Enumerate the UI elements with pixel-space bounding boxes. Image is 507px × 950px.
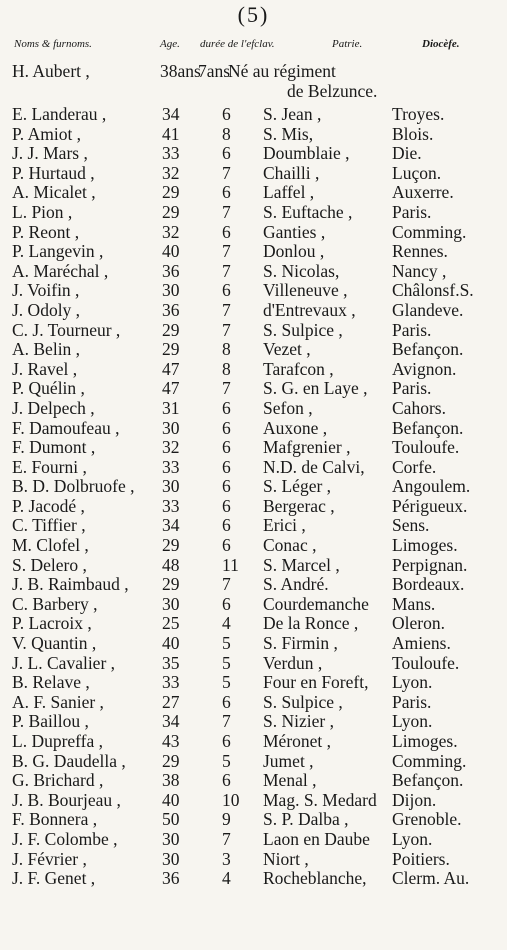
entry-age: 31	[162, 397, 180, 418]
entry-patrie: S. Euftache ,	[263, 201, 353, 222]
entry-age: 34	[162, 515, 180, 536]
entry-diocese: Die.	[392, 143, 422, 164]
entry-duration: 10	[222, 789, 240, 810]
entry-name: L. Dupreffa ,	[12, 731, 104, 751]
entry-patrie: N.D. de Calvi,	[263, 456, 365, 477]
entry-name: C. Barbery ,	[12, 593, 98, 614]
list-item	[0, 438, 507, 458]
entry-age: 33	[162, 456, 180, 477]
entry-duration: 7	[222, 574, 231, 595]
entry-diocese: Rennes.	[392, 241, 448, 262]
entry-diocese: Périgueux.	[392, 495, 468, 516]
entry-patrie: S. Firmin ,	[263, 633, 338, 654]
entry-patrie: Bergerac ,	[263, 495, 335, 516]
entry-diocese: Paris.	[392, 691, 432, 712]
entry-age: 30	[162, 828, 180, 849]
list-item	[0, 340, 507, 360]
entry-patrie: Tarafcon ,	[263, 358, 334, 379]
entry-diocese: Lyon.	[392, 711, 433, 732]
entry-patrie: Donlou ,	[263, 241, 325, 262]
list-item	[0, 458, 507, 478]
list-item	[0, 791, 507, 811]
entry-patrie: Laon en Daube	[263, 828, 370, 849]
captives-list	[0, 62, 507, 889]
entry-diocese: Befançon.	[392, 417, 464, 438]
entry-patrie: S. Sulpice ,	[263, 691, 343, 712]
entry-diocese: Bordeaux.	[392, 574, 465, 595]
entry-age: 34	[162, 711, 180, 732]
entry-patrie: Erici ,	[263, 515, 306, 536]
entry-patrie: Auxone ,	[263, 417, 328, 438]
entry-patrie: S. P. Dalba ,	[263, 809, 349, 830]
entry-duration: 7	[222, 378, 231, 399]
entry-diocese: Paris.	[392, 319, 432, 340]
entry-diocese: Auxerre.	[392, 182, 454, 203]
list-item	[0, 242, 507, 262]
entry-duration: 6	[222, 476, 231, 497]
list-item	[0, 556, 507, 576]
entry-patrie: Doumblaie ,	[263, 143, 350, 164]
entry-name: B. Relave ,	[12, 672, 90, 693]
entry-diocese: Blois.	[392, 123, 434, 144]
entry-name: F. Damoufeau ,	[12, 417, 120, 438]
entry-diocese: Clerm. Au.	[392, 868, 470, 889]
list-item	[0, 673, 507, 693]
list-item	[0, 732, 507, 752]
entry-patrie: Ganties ,	[263, 221, 326, 242]
list-item	[0, 654, 507, 674]
entry-diocese: Sens.	[392, 515, 430, 536]
entry-duration: 7	[222, 201, 231, 222]
entry-name: S. Delero ,	[12, 554, 87, 575]
entry-diocese: Touloufe.	[392, 437, 460, 458]
list-item	[0, 477, 507, 497]
entry-name: V. Quantin ,	[12, 633, 97, 654]
entry-name: E. Landerau ,	[12, 104, 107, 124]
entry-diocese: Lyon.	[392, 828, 433, 849]
entry-duration: 6	[222, 437, 231, 458]
entry-diocese: Paris.	[392, 201, 432, 222]
entry-name: P. Amiot ,	[12, 123, 82, 144]
entry-duration: 5	[222, 750, 231, 771]
entry-duration: 7	[222, 241, 231, 262]
entry-name: J. Ravel ,	[12, 358, 78, 379]
entry-age: 43	[162, 731, 180, 751]
entry-diocese: Perpignan.	[392, 554, 468, 575]
entry-name: E. Fourni ,	[12, 456, 87, 477]
entry-duration: 6	[222, 104, 231, 124]
entry-age: 32	[162, 437, 180, 458]
list-item	[0, 869, 507, 889]
list-item	[0, 771, 507, 791]
entry-patrie: S. Jean ,	[263, 104, 322, 124]
entry-duration: 8	[222, 123, 231, 144]
entry-diocese: Luçon.	[392, 162, 442, 183]
entry-age: 47	[162, 378, 180, 399]
entry-duration: 7	[222, 828, 231, 849]
column-header-diocese: Diocèfe.	[422, 38, 460, 50]
entry-name: B. D. Dolbruofe ,	[12, 476, 135, 497]
entry-name: J. B. Raimbaud ,	[12, 574, 129, 595]
entry-age: 47	[162, 358, 180, 379]
entry-patrie: S. Nizier ,	[263, 711, 334, 732]
entry-patrie: Jumet ,	[263, 750, 314, 771]
entry-diocese: Angoulem.	[392, 476, 471, 497]
entry-duration: 5	[222, 633, 231, 654]
entry-duration: 6	[222, 495, 231, 516]
entry-age: 34	[162, 104, 180, 124]
entry-duration: 6	[222, 280, 231, 301]
entry-duration: 6	[222, 535, 231, 556]
list-item	[0, 752, 507, 772]
list-item	[0, 105, 507, 125]
entry-duration: 7ans	[198, 61, 231, 81]
entry-age: 30	[162, 417, 180, 438]
page-number: (5)	[237, 2, 270, 27]
column-header-name: Noms & furnoms.	[14, 38, 92, 50]
entry-patrie: S. André.	[263, 574, 329, 595]
entry-duration: 7	[222, 711, 231, 732]
entry-duration: 6	[222, 182, 231, 203]
entry-name: P. Langevin ,	[12, 241, 104, 262]
entry-diocese: Nancy ,	[392, 260, 447, 281]
entry-age: 50	[162, 809, 180, 830]
entry-patrie: Four en Foreft,	[263, 672, 369, 693]
entry-age: 33	[162, 495, 180, 516]
entry-patrie: Mafgrenier ,	[263, 437, 351, 458]
entry-duration: 11	[222, 554, 239, 575]
entry-name: J. F. Genet ,	[12, 868, 96, 889]
entry-patrie: Méronet ,	[263, 731, 332, 751]
entry-name: J. L. Cavalier ,	[12, 652, 116, 673]
entry-patrie: Menal ,	[263, 770, 317, 791]
entry-name: J. Voifin ,	[12, 280, 80, 301]
entry-age: 40	[162, 633, 180, 654]
list-item	[0, 516, 507, 536]
entry-name: J. Février ,	[12, 848, 87, 869]
entry-age: 38ans	[160, 61, 201, 81]
entry-age: 33	[162, 143, 180, 164]
entry-name: F. Bonnera ,	[12, 809, 98, 830]
entry-age: 29	[162, 339, 180, 360]
list-item	[0, 712, 507, 732]
entry-patrie: S. Nicolas,	[263, 260, 340, 281]
entry-diocese: Dijon.	[392, 789, 437, 810]
entry-duration: 6	[222, 143, 231, 164]
entry-age: 33	[162, 672, 180, 693]
entry-diocese: Befançon.	[392, 339, 464, 360]
entry-duration: 6	[222, 417, 231, 438]
entry-diocese: Avignon.	[392, 358, 457, 379]
entry-age: 30	[162, 476, 180, 497]
list-item	[0, 497, 507, 517]
entry-age: 32	[162, 221, 180, 242]
entry-name: P. Reont ,	[12, 221, 80, 242]
entry-diocese: Oleron.	[392, 613, 445, 634]
column-header-duration: durée de l'efclav.	[200, 38, 275, 50]
list-item	[0, 144, 507, 164]
entry-age: 27	[162, 691, 180, 712]
entry-duration: 6	[222, 515, 231, 536]
list-item	[0, 281, 507, 301]
list-item	[0, 360, 507, 380]
entry-age: 38	[162, 770, 180, 791]
entry-name: P. Lacroix ,	[12, 613, 92, 634]
entry-age: 29	[162, 182, 180, 203]
entry-name: J. B. Bourjeau ,	[12, 789, 121, 810]
entry-diocese: Limoges.	[392, 731, 458, 751]
entry-diocese: Poitiers.	[392, 848, 450, 869]
entry-name: M. Clofel ,	[12, 535, 89, 556]
entry-patrie: Conac ,	[263, 535, 317, 556]
entry-age: 36	[162, 299, 180, 320]
list-item	[0, 164, 507, 184]
entry-duration: 6	[222, 691, 231, 712]
entry-patrie: Verdun ,	[263, 652, 323, 673]
list-item	[0, 203, 507, 223]
entry-age: 29	[162, 535, 180, 556]
entry-name: A. Micalet ,	[12, 182, 96, 203]
entry-diocese: Corfe.	[392, 456, 437, 477]
list-item	[0, 693, 507, 713]
entry-duration: 7	[222, 162, 231, 183]
entry-duration: 6	[222, 593, 231, 614]
entry-patrie: De la Ronce ,	[263, 613, 359, 634]
entry-duration: 7	[222, 319, 231, 340]
entry-duration: 4	[222, 868, 231, 889]
entry-patrie: d'Entrevaux ,	[263, 299, 356, 320]
entry-name: B. G. Daudella ,	[12, 750, 126, 771]
entry-name: C. J. Tourneur ,	[12, 319, 121, 340]
entry-age: 30	[162, 593, 180, 614]
entry-patrie: S. G. en Laye ,	[263, 378, 368, 399]
entry-name: J. F. Colombe ,	[12, 828, 118, 849]
entry-diocese: Châlonsf.S.	[392, 280, 474, 301]
entry-name: P. Baillou ,	[12, 711, 89, 732]
list-item	[0, 379, 507, 399]
entry-age: 32	[162, 162, 180, 183]
entry-patrie: S. Mis,	[263, 123, 314, 144]
list-item	[0, 62, 507, 105]
list-item	[0, 575, 507, 595]
entry-duration: 6	[222, 770, 231, 791]
entry-diocese: Amiens.	[392, 633, 451, 654]
entry-name: G. Brichard ,	[12, 770, 104, 791]
entry-age: 29	[162, 750, 180, 771]
entry-age: 41	[162, 123, 180, 144]
entry-age: 36	[162, 260, 180, 281]
list-item	[0, 183, 507, 203]
entry-diocese: Troyes.	[392, 104, 445, 124]
entry-duration: 5	[222, 652, 231, 673]
list-item	[0, 595, 507, 615]
entry-diocese: Mans.	[392, 593, 436, 614]
entry-age: 30	[162, 848, 180, 869]
entry-diocese: Grenoble.	[392, 809, 462, 830]
entry-duration: 5	[222, 672, 231, 693]
list-item	[0, 399, 507, 419]
list-item	[0, 810, 507, 830]
entry-patrie: S. Léger ,	[263, 476, 332, 497]
entry-diocese: Limoges.	[392, 535, 458, 556]
entry-duration: 3	[222, 848, 231, 869]
entry-age: 29	[162, 319, 180, 340]
entry-age: 29	[162, 201, 180, 222]
entry-patrie: Sefon ,	[263, 397, 313, 418]
entry-patrie: Vezet ,	[263, 339, 311, 360]
entry-patrie: Chailli ,	[263, 162, 320, 183]
entry-name: C. Tiffier ,	[12, 515, 86, 536]
entry-patrie-continued: de Belzunce.	[287, 81, 378, 101]
entry-patrie: Villeneuve ,	[263, 280, 348, 301]
entry-name: P. Jacodé ,	[12, 495, 85, 516]
entry-duration: 6	[222, 221, 231, 242]
entry-duration: 6	[222, 397, 231, 418]
entry-diocese: Befançon.	[392, 770, 464, 791]
column-header-patrie: Patrie.	[332, 38, 363, 50]
entry-diocese: Glandeve.	[392, 299, 464, 320]
list-item	[0, 536, 507, 556]
entry-diocese: Cahors.	[392, 397, 446, 418]
list-item	[0, 419, 507, 439]
entry-age: 40	[162, 241, 180, 262]
entry-patrie: Né au régiment	[228, 61, 336, 81]
list-item	[0, 262, 507, 282]
entry-diocese: Comming.	[392, 221, 467, 242]
entry-duration: 4	[222, 613, 231, 634]
entry-diocese: Comming.	[392, 750, 467, 771]
entry-patrie: Laffel ,	[263, 182, 315, 203]
entry-name: H. Aubert ,	[12, 61, 90, 81]
entry-name: A. Belin ,	[12, 339, 81, 360]
entry-name: J. J. Mars ,	[12, 143, 88, 164]
entry-patrie: Mag. S. Medard	[263, 789, 377, 810]
column-header-age: Age.	[160, 38, 180, 50]
entry-name: F. Dumont ,	[12, 437, 96, 458]
entry-age: 48	[162, 554, 180, 575]
list-item	[0, 223, 507, 243]
list-item	[0, 614, 507, 634]
entry-patrie: Courdemanche	[263, 593, 369, 614]
entry-duration: 8	[222, 358, 231, 379]
entry-duration: 7	[222, 299, 231, 320]
entry-name: J. Odoly ,	[12, 299, 81, 320]
list-item	[0, 301, 507, 321]
entry-name: A. Maréchal ,	[12, 260, 109, 281]
entry-age: 25	[162, 613, 180, 634]
entry-name: L. Pion ,	[12, 201, 73, 222]
entry-name: P. Hurtaud ,	[12, 162, 95, 183]
entry-age: 30	[162, 280, 180, 301]
entry-diocese: Paris.	[392, 378, 432, 399]
entry-age: 40	[162, 789, 180, 810]
entry-name: P. Quélin ,	[12, 378, 85, 399]
entry-age: 35	[162, 652, 180, 673]
entry-duration: 8	[222, 339, 231, 360]
entry-patrie: S. Sulpice ,	[263, 319, 343, 340]
entry-diocese: Touloufe.	[392, 652, 460, 673]
entry-duration: 9	[222, 809, 231, 830]
entry-duration: 7	[222, 260, 231, 281]
entry-duration: 6	[222, 731, 231, 751]
entry-age: 36	[162, 868, 180, 889]
entry-duration: 6	[222, 456, 231, 477]
entry-age: 29	[162, 574, 180, 595]
entry-name: J. Delpech ,	[12, 397, 95, 418]
entry-patrie: Niort ,	[263, 848, 309, 869]
entry-patrie: Rocheblanche,	[263, 868, 367, 889]
list-item	[0, 321, 507, 341]
entry-patrie: S. Marcel ,	[263, 554, 340, 575]
list-item	[0, 125, 507, 145]
list-item	[0, 830, 507, 850]
list-item	[0, 850, 507, 870]
entry-diocese: Lyon.	[392, 672, 433, 693]
entry-name: A. F. Sanier ,	[12, 691, 104, 712]
list-item	[0, 634, 507, 654]
